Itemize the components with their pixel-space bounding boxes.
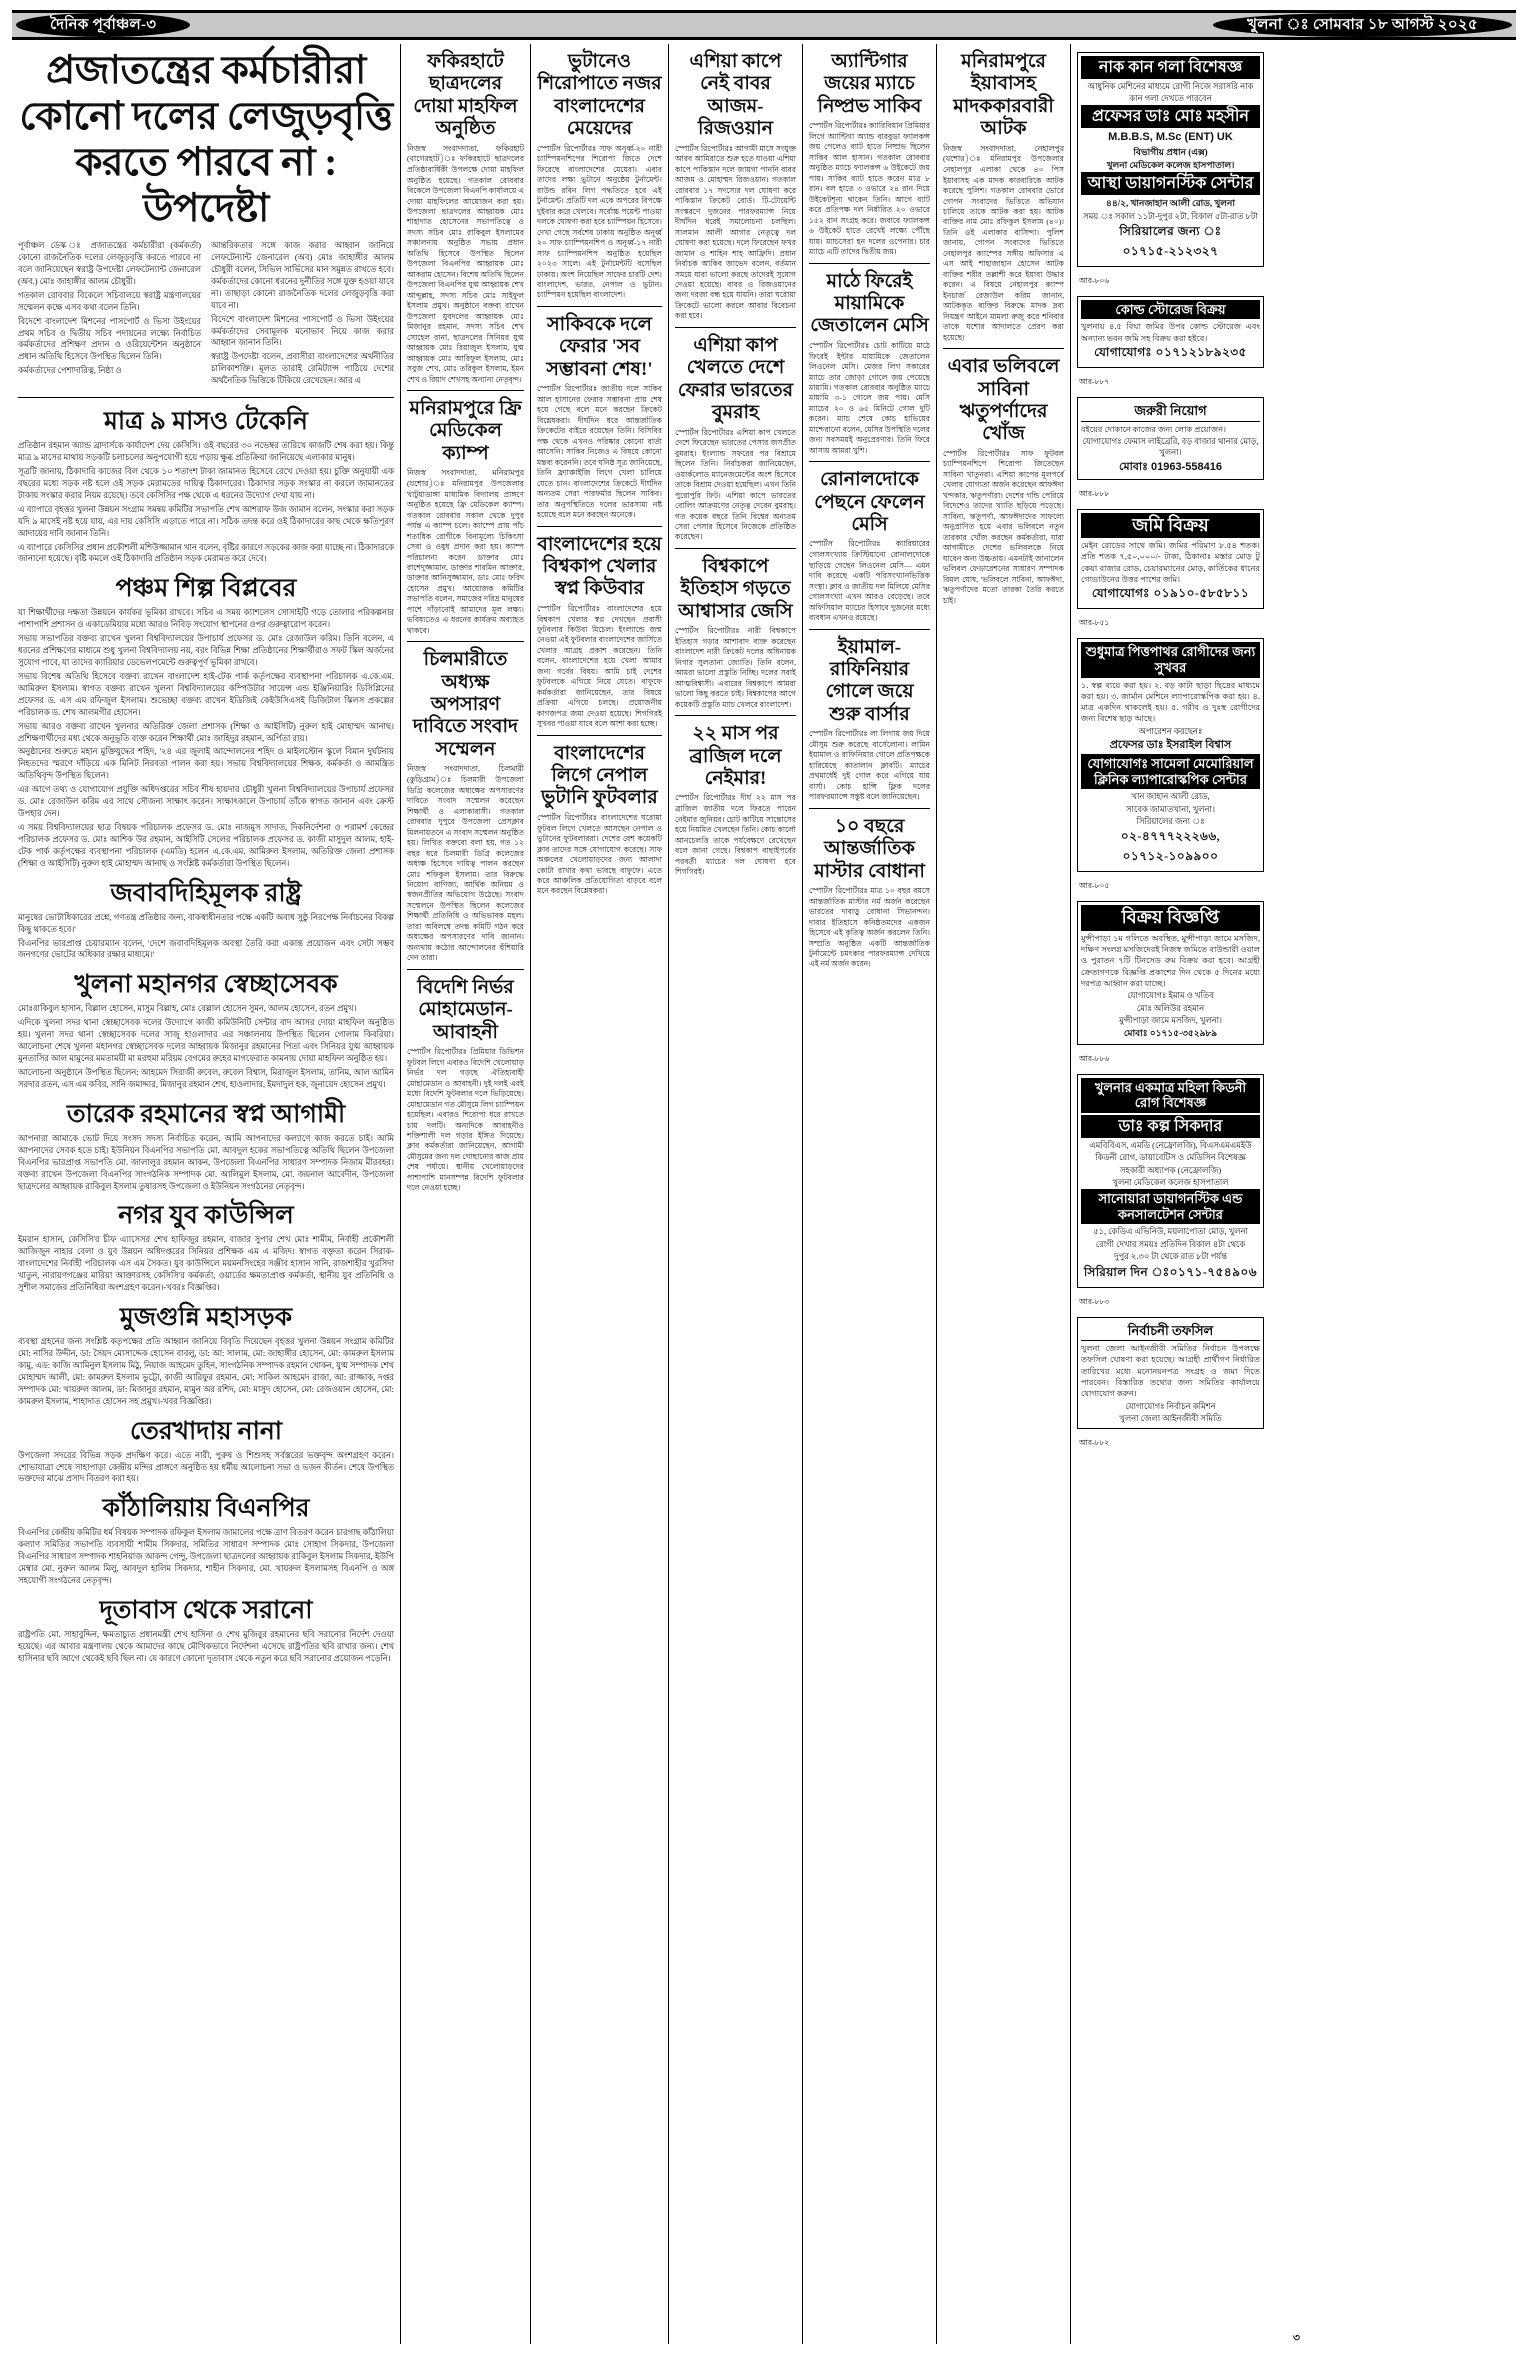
story-body: [943, 144, 1064, 343]
story-heading: তারেক রহমানের স্বপ্ন আগামী: [66, 1100, 346, 1128]
paragraph: মনিরামপুর উপজেলার খাটুয়াডাঙ্গা মাধ্যমিক বিদ্যালয় প্রাঙ্গণে অনুষ্ঠিত হয়েছে ফ্রি মেডিকেল ক্যাম্প। গতকাল রোববার সকাল থেকে দুপুর পর্যন্ত এ ক্যাম্প চলে। ক্যাম্পে প্রায় পাঁচ শতাধিক রোগীকে বিনামূল্যে চিকিৎসা সেবা ও ওষুধ প্রদান করা হয়। ক্যাম্প পরিচালনা করেন ডাক্তার মোঃ রাশেদুজ্জামান, ডাক্তার শারমিন আক্তার, ডাক্তার আনিসুজ্জামান, ডাঃ মোঃ ফরিদ হোসেন প্রমুখ। আয়োজক কমিটির সভাপতি বলেন, সমাজের দরিদ্র মানুষের পাশে দাঁড়ানোই আমাদের মূল লক্ষ্য। ভবিষ্যতেও এ ধরনের কার্যক্রম অব্যাহত থাকবে।: [407, 478, 524, 635]
column-3: [530, 44, 668, 2344]
divider: [407, 390, 524, 391]
story-heading: নগর যুব কাউন্সিল: [118, 1202, 294, 1230]
story-body: [18, 1336, 394, 1408]
ad-address: ৪৪/২, খানজাহান আলী রোড, খুলনা: [1105, 198, 1235, 209]
story-body: [18, 1003, 394, 1090]
paragraph: গতকাল রোববার বিকেলে সচিবালয়ে স্বরাষ্ট্র মন্ত্রণালয়ের সম্মেলন কক্ষে এসব কথা বলেন তিনি।: [18, 290, 201, 312]
ad-urgent-hiring[interactable]: [1077, 397, 1264, 479]
paragraph: ব্যবস্থা গ্রহনের জন্য সংশ্লিষ্ট কতৃপক্ষের প্রতি আহ্বান জানিয়ে বিবৃতি দিয়েছেন বৃহত্তর খুলনা উন্নয়ন সংগ্রাম কমিটির মো: নাসির উদ্দীন, ডা: সৈয়দ মোসাদ্দেক হোসেন বাবলু, ডা: আ: সালাম, মো: জাহাঙ্গীর হোসেন, মো: কামরুল ইসলাম কামু, এড: কাজি আমিনুল ইসলাম মিঠু, নিয়াজ আহমেদ তুহিন, সাংগঠনিক সম্পাদক রহমান খোকন, যুগ্ম সম্পাদক শেখ মোহাম্মদ আলী, মো: কামরুল ইসলাম ভুট্টো, কাজী আরিফুর রহমান, মো: সাকিল আহমেদ রাজা, আ: রাজ্জাক, দপ্তর সম্পাদক মো: খায়রুল আলম, ডা: মিজানুর রহমান, মামুন অর রশিদ, মো: মাসুদ হোসেন, মো: রেজওয়ান হোসেন, মো: কামরুল ইসলাম, শাহাদাত হোসেন সহ প্রমুখ।-খবর বিজ্ঞপ্তির।: [18, 1337, 394, 1406]
column-5: [802, 44, 936, 2344]
byline: স্পোর্টস রিপোর্টারঃ: [675, 793, 736, 803]
ad-degree: M.B.B.S, M.Sc (ENT) UK: [1108, 131, 1233, 144]
paragraph: বিএনপির কেন্দ্রীয় কমিটির ধর্ম বিষয়ক সম্পাদক রফিকুল ইসলাম জামালের পক্ষে ত্রাণ বিতরণ করেন চারগাছ কাঁঠালিয়া কল্যাণ সমিতির সভাপতি ব্যবসায়ী শামীম সিকদার, সমিতির সাধারণ সম্পাদক মোঃ সোহাগ সিকদার, উপজেলা বিএনপির সাধারণ সম্পাদক শাহনিয়াজ আকন্দ গেন্দু, উপজেলা ছাত্রদলের আহ্বায়ক রাকিবুল ইসলাম সিকদার, ইউপি মেম্বার মো. নুরুল আলম মিলু, আবদুল হালিম সিকদার, শাহীন সিকদার, মো. খায়রুল ইসলামসহ বিএনপি ও অঙ্গ সহযোগী সংগঠনের নেতৃবৃন্দ।: [18, 1528, 394, 1586]
paragraph: এ ব্যাপারে কেসিসির প্রধান প্রকৌশলী মশিউজ্জামান খান বলেন, বৃষ্টির কারণে সড়কের কাজ করা যাচ্ছে না। ঠিকাদারকে জানানো হয়েছে। বৃষ্টি কমলে ওই ঠিকাদারি প্রতিষ্ঠান সড়ক মেরামত করে দেবে।: [18, 542, 394, 564]
story-body: [537, 813, 662, 897]
story-body: [407, 764, 524, 963]
ad-contact-place: মুন্সীপাড়া জামে মসজিদ, খুলনা।: [1118, 1016, 1223, 1026]
ad-ref: আর-৮০৬: [1079, 275, 1110, 285]
story-heading: বাংলাদেশের হয়ে বিশ্বকাপ খেলার স্বপ্ন কিউবার: [537, 533, 662, 600]
divider: [809, 629, 930, 630]
story-body: [675, 793, 796, 877]
paragraph: এ সময় বিশ্ববিদ্যালয়ের ছাত্র বিষয়ক পরিচালক প্রফেসর ড. মোঃ নাজমুস সাদাত, দিকনির্দেশনা ও পরামর্শ কেন্দ্রের পরিচালক প্রফেসর ড. মোঃ আশিক উর রহমান, আইসিটি সেলের পরিচালক প্রফেসর ড. কাজী মাসুদুল আলম, হাই-টেক পার্ক কর্তৃপক্ষের ব্যবস্থাপনা পরিচালক (এমডি) হলেন এ.কে.এম. আমিরুল ইসলাম, অতিরিক্ত জেলা প্রশাসক (শিক্ষা ও আইসিটি) নুরুল হাই মোহাম্মদ আনাছ ও সংশ্লিষ্ট কর্মকর্তারা উপস্থিত ছিলেন।: [18, 823, 394, 868]
ad-contact-name: মোঃ অলিউর রহমান: [1136, 1003, 1205, 1013]
ad-title-bar: জমি বিক্রয়: [1081, 513, 1260, 539]
paragraph: মনিরামপুর উপজেলার নেহালপুর এলাকা থেকে ৪০ পিস ইয়াবাসহ এক মাদক কারবারিকে আটক করেছে পুলিশ। গতকাল রোববার ভোরে গোপন সংবাদের ভিত্তিতে অভিযান চালিয়ে তাকে আটক করা হয়। আটক ব্যক্তির নাম মোঃ রফিকুল ইসলাম (৪০)। তিনি ওই এলাকার বাসিন্দা। পুলিশ জানায়, গোপন সংবাদের ভিত্তিতে নেহালপুর ক্যাম্পের সঙ্গীয় অফিসার এ এস আই শাহাজাহান হোসেন আটক ব্যক্তির শরীর তল্লাশী করে ইয়াবা উদ্ধার করেন। এ বিষয়ে নেহালপুর ক্যাম্প ইনচার্জ রেজাউল করিম জানান, আটককৃত ব্যক্তির বিরুদ্ধে মাদক দ্রব্য নিয়ন্ত্রণ আইনে মামলা রুজু করে শনিবার তাকে যশোর আদালতে প্রেরণ করা হয়েছে।: [943, 154, 1064, 342]
paragraph: পূর্বাঞ্চল ডেস্ক ঃ প্রজাতন্ত্রের কর্মচারীরা (কর্মকর্তা) কোনো রাজনৈতিক দলের লেজুড়বৃত্তি করতে পারবে না বলে জানিয়েছেন স্বরাষ্ট্র উপদেষ্টা লেফটেন্যান্ট জেনারেল (অব.) মোঃ জাহাঙ্গীর আলম চৌধুরী।: [18, 241, 201, 286]
ad-ref: আর-৮৮৬: [1079, 1053, 1110, 1063]
ad-phone[interactable]: যোগাযোগঃ ০১৯১০-৫৮৫৮১১: [1091, 586, 1250, 601]
ad-doctor-bar: প্রফেসর ডাঃ মোঃ মহসীন: [1081, 105, 1260, 128]
masthead-date-right: খুলনা ঃ সোমবার ১৮ আগস্ট ২০২৫: [1213, 13, 1512, 37]
ad-contact: যোগাযোগঃ ফেমাস লাইব্রেরি, বড় বাজার থানার মোড়, খুলনা।: [1082, 436, 1259, 458]
story-body: [809, 729, 930, 803]
divider: [675, 548, 796, 549]
ad-specialty: কিডনী রোগ, ডায়াবেটিস ও মেডিসিন বিশেষজ্ঞ: [1095, 1153, 1246, 1163]
ad-phone[interactable]: মোবাঃ ০১৭১৫-৩৫২৯৮৯: [1123, 1028, 1218, 1039]
ad-ref: আর-৮৮৮: [1079, 488, 1110, 498]
paragraph: এশিয়া কাপ খেলতে দেশে ফিরেছেন ভারতের পেসার জসপ্রীত বুমরাহ। ইংল্যান্ড সফরের পর বিশ্রামে ছিলেন তিনি। নির্বাচকরা জানিয়েছেন, ওয়ার্কলোড ম্যানেজমেন্টের অংশ হিসেবে তাকে বিশ্রাম দেওয়া হয়েছিল। এখন তিনি পুরোপুরি ফিট। এশিয়া কাপে ভারতের বোলিং আক্রমণের নেতৃত্ব দেবেন বুমরাহ। গত কয়েক বছরে তিনি বিশ্বের অন্যতম সেরা পেসার হিসেবে নিজেকে প্রতিষ্ঠিত করেছেন।: [675, 427, 796, 542]
story-body: [18, 1234, 394, 1294]
paragraph: প্রিমিয়ার ডিভিশন ফুটবল লিগে এবারও বিদেশি খেলোয়াড় নির্ভর দল গড়ছে ঐতিহ্যবাহী মোহামেডান ও আবাহনী। দুই দলই এরই মধ্যে বিদেশি ফুটবলার দলে ভিড়িয়েছে। মোহামেডান গত মৌসুমে লিগ চ্যাম্পিয়ন হয়েছিল। এবারও শিরোপা ধরে রাখতে চায় দলটি। অন্যদিকে আবাহনীও শক্তিশালী দল গড়ার ইঙ্গিত দিয়েছে। ক্লাব কর্মকর্তারা জানিয়েছেন, আগামী মৌসুমের জন্য দল গোছানোর কাজ প্রায় শেষ পর্যায়ে। স্থানীয় খেলোয়াড়দের পাশাপাশি মানসম্পন্ন বিদেশি ফুটবলার দলে নেওয়া হচ্ছে।: [407, 1046, 524, 1193]
story-heading: কাঁঠালিয়ায় বিএনপির: [102, 1495, 310, 1523]
ad-contact-1: যোগাযোগঃ নির্বাচন কমিশন: [1125, 1401, 1216, 1411]
ad-body: খুলনায় ৪.৫ বিঘা জমির উপর কোল্ড স্টোরেজ এবং অন্যান্য ভবন জমি সহ বিক্রয় করা হইবে।: [1081, 322, 1260, 343]
ad-doctor: প্রফেসর ডাঃ ইসরাইল বিশ্বাস: [1109, 739, 1232, 752]
ad-center-bar: সানোয়ারা ডায়াগনস্টিক এন্ড কনসালটেশন সেন্টার: [1081, 1189, 1260, 1224]
ad-position: সহকারী অধ্যাপক (নেফ্রোলজি): [1119, 1165, 1222, 1175]
paragraph: সাফ ফুটবল চ্যাম্পিয়নশিপে শিরোপা জিতেছেন সাবিনা খাতুনরা। এশিয়া কাপের মূলপর্বে খেলার যোগ্যতা অর্জন করেছেন আফঈদা খন্দকার, ঋতুপর্ণারা। দেশের গন্ডি পেরিয়ে বিদেশেও তাদের খ্যাতি ছড়িয়ে পড়েছে। সাবিনা, ঋতুপর্ণা, আফঈদাদের সাফল্যে অনুপ্রাণিত হয়ে এবার ভলিবলে নতুন তারকার খোঁজ করছেন কর্মকর্তারা, যারা আগামীতে দেশের ভলিবলকে নিয়ে যাবেন অন্য উচ্চতায়। এমনটাই জানালেন ভলিবল ফেডারেশনের সাধারণ সম্পাদক বিমল ঘোষ, 'ভলিবলে সাবিনা, আফঈদা, ঋতুপর্ণাদের মতো তারকা তৈরি করতে চাই।: [943, 448, 1064, 605]
paragraph: প্রতিষ্ঠান রহমান অ্যান্ড ব্রাদার্সকে কার্যাদেশ দেয় কেসিসি। ওই বছরের ৩০ নভেম্বর তারিখে কাজটি শেষ করা হয়। কিন্তু মাত্র ৯ মাসের মাথায় সড়কটি চলাচলের অনুপযোগী হয়ে পড়ায় ক্ষুব্ধ প্রতিক্রিয়া জানিয়েছে এলাকার মানুষ।: [18, 441, 394, 463]
byline: স্পোর্টস রিপোর্টারঃ: [809, 885, 868, 895]
paragraph: সূত্রটি জানায়, ঠিকাদারি কাজের বিল থেকে ১০ শতাংশ টাকা জামানত হিসেবে রেখে দেওয়া হয়। চুক্তি অনুযায়ী এক বছরের মধ্যে সড়ক নষ্ট হলে ওই সড়ক মেরামতের দায়িত্ব ঠিকাদারের। ঠিকাদার সড়ক সংস্কার না করলে জামানতের টাকায় সংস্কার করার নিয়ম রয়েছে। তবে কেসিসির পক্ষ থেকে এ ধরনের উদ্যোগ দেখা যায় না।: [18, 466, 394, 500]
story-heading: চিলমারীতে অধ্যক্ষ অপসারণ দাবিতে সংবাদ সম্মেলন: [413, 649, 518, 760]
story-heading: ভুটানেও শিরোপাতে নজর বাংলাদেশের মেয়েদের: [537, 51, 662, 140]
byline: স্পোর্টস রিপোর্টারঃ: [943, 448, 1010, 458]
story-heading: অ্যান্টিগার জয়ের ম্যাচে নিষ্প্রভ সাকিব: [817, 51, 922, 117]
paragraph: লা লিগায় জয় দিয়ে মৌসুম শুরু করেছে বার্সেলোনা। লামিন ইয়ামাল ও রাফিনিয়ার গোলে প্রতিপক্ষকে হারিয়েছে কাতালান ক্লাবটি। ম্যাচের প্রথমার্ধেই দুই গোল করে এগিয়ে যায় বার্সা। কোচ হান্সি ফ্লিক দলের পারফরম্যান্সে সন্তুষ্ট বলে জানিয়েছেন।: [809, 729, 930, 802]
paragraph: বিদেশে বাংলাদেশ মিশনের পাসপোর্ট ও ভিসা উইংয়ের কর্মকর্তাদের সেবামূলক মনোভাব নিয়ে কাজ করার আহ্বান জানান তিনি।: [211, 314, 394, 348]
paragraph: আগামী মাসে সংযুক্ত আরব আমিরাতে শুরু হতে যাওয়া এশিয়া কাপে পাকিস্তান দলে জায়গা পাননি বাবর আজম ও মোহাম্মদ রিজওয়ান। গতকাল রোববার ১৭ সদস্যের দল ঘোষণা করে পাকিস্তান ক্রিকেট বোর্ড। টি-টোয়েন্টি সংস্করণে দুজনের পারফরম্যান্স নিয়ে দীর্ঘদিন ধরেই সমালোচনা চলছিল। সালমান আলী আগার নেতৃত্বে দল ঘোষণা করা হয়েছে। দলে ফিরেছেন ফখর জামান ও শাহিন শাহ আফ্রিদি। প্রধান নির্বাচক আকিব জাভেদ বলেন, বর্তমান সময়ে যারা ভালো করছে তাদেরই সুযোগ দেওয়া হয়েছে। বাবর ও রিজওয়ানের জন্য দরজা বন্ধ হয়ে যায়নি। তারা ঘরোয়া ক্রিকেটে ভালো করলে আবার বিবেচনা করা হবে।: [675, 143, 796, 321]
byline: স্পোর্টস রিপোর্টারঃ: [809, 729, 868, 739]
ad-contact-2: খুলনা জেলা আইনজীবী সমিতি: [1119, 1414, 1222, 1423]
ad-hours-2: দুপুর ২.৩০ টা থেকে রাত ৮টা পর্যন্ত: [1114, 1252, 1227, 1262]
paragraph: সভায় সভাপতির বক্তব্য রাখেন খুলনা বিশ্ববিদ্যালয়ের উপাচার্য প্রফেসর ড. মোঃ রেজাউল করিম। তিনি বলেন, এ ধরনের প্রশিক্ষণের মাধ্যমে শুধু খুলনা বিশ্ববিদ্যালয় নয়, বরং বিভিন্ন শিক্ষা প্রতিষ্ঠানের শিক্ষার্থীরাও সফট স্কিল অর্জনের সুযোগ পাবে, যা তাদের ক্যারিয়ার ডেভেলপমেন্টে গুরুত্বপূর্ণ ভূমিকা রাখবে।: [18, 634, 394, 668]
story-body: [809, 341, 930, 456]
ad-degree: এমবিবিএস, এমডি (নেফ্রোলজি), বিএসএমএমইউ: [1089, 1140, 1252, 1150]
masthead: [12, 10, 1516, 40]
paragraph: স্বরাষ্ট্র উপদেষ্টা বলেন, প্রবাসীরা বাংলাদেশের অর্থনীতির চালিকাশক্তি। মূলত তারাই রেমিট্যান্স পাঠিয়ে দেশের অর্থনৈতিক ভিত্তিকে টিকিয়ে রেখেছেন। আর এ: [211, 352, 394, 386]
byline: নিজস্ব সংবাদদাতা, নেহালপুর (যশোর)ঃ: [943, 143, 1064, 164]
byline: স্পোর্টস রিপোর্টারঃ: [675, 143, 733, 153]
ad-body: মুন্সীপাড়া ১ম গলিতে অবস্থিত, মুন্সীপাড়া জামে মসজিদ, দক্ষিণ সংলগ্ন মসজিদেরই নিজস্ব জমিতে বাউন্ডারী ওয়াল ও পুরাতন ৭টি টিনসেড রুম বিক্রয় করা হবে। আগ্রহী ক্রেতাগণকে বিজ্ঞপ্তি প্রকাশের দিন থেকে ৫ দিনের মধ্যে দরপত্র আহ্বান করা যাচ্ছে।: [1081, 933, 1260, 989]
ad-position: বিভাগীয় প্রধান (এক্স): [1133, 146, 1208, 157]
ad-body: মেইন রোডের সাথে জমি। জমির পরিমাণ ৮.৫৪ শতক। প্রতি শতক ৭,৫০,০০০/- টাকা, ঠিকানাঃ মস্তার মোড় টু কেয়া বাজার রোড, চেয়ারম্যানের মোড়, কার্তিকের ধানের গোডাউনের উত্তর পাশের জমি।: [1081, 541, 1260, 585]
ad-ref: আর-৮৮৭: [1079, 377, 1110, 387]
paragraph: কর্মকর্তাদের পেশাদারিত্ব, নিষ্ঠা ও: [18, 366, 122, 376]
ad-phone[interactable]: ০২-৪৭৭৭২২২৬৬, ০১৭১২-১০৯৯০০: [1120, 829, 1221, 864]
paragraph: জাতীয় দলে সাকিব আল হাসানের ফেরার সম্ভাবনা প্রায় শেষ হয়ে গেছে বলে মনে করছেন ক্রিকেট বিশ্লেষকরা। দীর্ঘদিন ধরে আন্তর্জাতিক ক্রিকেটের বাইরে রয়েছেন তিনি। বিসিবির পক্ষ থেকে এখনও পরিষ্কার কোনো বার্তা আসেনি। সাকিব নিজেও এ বিষয়ে কোনো মন্তব্য করেননি। তবে ঘনিষ্ঠ সূত্র জানিয়েছে, তিনি ফ্র্যাঞ্চাইজি লিগে খেলা চালিয়ে যেতে চান। বাংলাদেশের ক্রিকেটে দীর্ঘদিন অন্যতম সেরা পারফর্মার ছিলেন সাকিব। তার অনুপস্থিতিতে দলের ভারসাম্য নষ্ট হয়েছে বলে মনে করছেন অনেকে।: [537, 384, 662, 520]
paragraph: উপজেলা সদরের বিভিন্ন সড়ক প্রদক্ষিণ করে। এতে নারী, পুরুষ ও শিশুসহ সর্বস্তরের ভক্তবৃন্দ অংশগ্রহণ করেন। শোভাযাত্রা শেষে সাহাপাড়া কেন্দ্রীয় মন্দির প্রাঙ্গণে অনুষ্ঠিত হয় ধর্মীয় আলোচনা সভা ও ভজন কীর্তন। শেষে উপস্থিত ভক্তদের মাঝে প্রসাদ বিতরণ করা হয়।: [18, 1450, 394, 1484]
divider: [809, 808, 930, 809]
ad-body: ১. স্বল্প ব্যয়ে করা হয়। ২. বড় কাটা ছাড়া ছিদ্রের মাধ্যমে করা হয়। ৩. জার্মান মেশিনে ল্যাপারোস্কপিক করা হয়। ৪. মাত্র একদিন থাকলেই হয়। ৫. গরীব ও দুঃস্থ রোগীদের জন্য বিশেষ ছাড় আছে।: [1081, 680, 1260, 724]
ad-address: ৫১, কেডিএ এভিনিউ, ময়লাপোতা মোড়, খুলনা: [1093, 1227, 1248, 1237]
ad-phone[interactable]: সিরিয়াল দিন ঃ০১৭১-৭৫৪৯০৬: [1083, 1264, 1258, 1279]
paragraph: বাংলাদেশের ঘরোয়া ফুটবল লিগে খেলতে আসছেন নেপাল ও ভুটানের ফুটবলাররা। দেশের বেশ কয়েকটি ক্লাব তাদের সঙ্গে যোগাযোগ করেছে। সাফ অঞ্চলের খেলোয়াড়দের জন্য আলাদা কোটা রাখার কথা ভাবছে বাফুফে। এতে করে আঞ্চলিক প্রতিযোগিতা বাড়বে বলে মনে করছেন বিশ্লেষকরা।: [537, 812, 662, 896]
ad-hours: সময় ঃ সকাল ১১টা-দুপুর ২টা, বিকাল ৫টা-রাত ৮টা: [1083, 211, 1258, 221]
paragraph: অনুষ্ঠানের শুরুতে মহান মুক্তিযুদ্ধের শহিদ, '২৪ এর জুলাই আন্দোলনের শহিদ ও মাইলস্টোন স্কুলে বিমান দুর্ঘটনায় নিহতদের স্মরণে দাঁড়িয়ে এক মিনিট নিরবতা পালন করা হয়। সভায় বিশ্ববিদ্যালয়ের শিক্ষক, কর্মকর্তা ও আমন্ত্রিত অতিথিবৃন্দ উপস্থিত ছিলেন।: [18, 747, 394, 781]
ad-institution: খুলনা মেডিকেল কলেজ হাসপাতাল: [1112, 1177, 1229, 1187]
story-body: [809, 886, 930, 970]
paragraph: আপনারা আমাকে ভোট দিয়ে সংসদ সদস্য নির্বাচিত করেন, আমি আপনাদের কল্যাণে কাজ করতে চাই। আমি আপনাদের সেবক হতে চাই। ইউনিয়ন বিএনপির সভাপতি মো. আবদুল হকের সভাপতিত্বে অতিথি ছিলেন উপজেলা বিএনপির ভারপ্রাপ্ত সভাপতি মো. জালালুর রহমান আকন, উপজেলা বিএনপির সাধারণ সম্পাদক নিজাম মীরবহর। বক্তব্য রাখেন উপজেলা বিএনপির সাংগঠনিক সম্পাদক মো. আলিমুল ইসলাম, মো. জয়নাল আবেদীন, উপজেলা ছাত্রদলের আহ্বায়ক রাকিবুল ইসলাম তুষারসহ উপজেলা ও ইউনিয়ন সংগঠনের নেতৃবৃন্দ।: [18, 1133, 394, 1191]
lead-col-1: [18, 240, 201, 389]
story-heading: পঞ্চম শিল্প বিপ্লবের: [115, 575, 297, 603]
paragraph: এর আগে তথ্য ও যোগাযোগ প্রযুক্তি অধিদপ্তরের সচিব শীষ হায়দার চৌধুরী খুলনা বিশ্ববিদ্যালয়ের উপাচার্য প্রফেসর ড. মোঃ রেজাউল করিম এর সাথে সৌজন্য সাক্ষাৎ করেন। সাক্ষাৎকালে উপাচার্য তাঁকে স্বাগত জানান এবং ক্রেস্ট উপহার দেন।: [18, 785, 394, 819]
story-body: [809, 539, 930, 623]
ad-cold-storage[interactable]: [1077, 296, 1264, 368]
story-heading: মাত্র ৯ মাসও টেকেনি: [104, 408, 308, 436]
byline: স্পোর্টস রিপোর্টারঃ: [675, 427, 734, 437]
divider: [537, 735, 662, 736]
paragraph: সভায় বিশেষ অতিথি হিসেবে বক্তব্য রাখেন বাংলাদেশ হাই-টেক পার্ক কর্তৃপক্ষের ব্যবস্থাপনা পরিচালক এ.কে.এম. আমিরুল ইসলাম। স্বাগত বক্তব্য রাখেন খুলনা বিশ্ববিদ্যালয়ের কম্পিউটার সায়েন্স এন্ড ইঞ্জিনিয়ারিং ডিসিপ্লিনের প্রফেসর ড. এস এম রফিজুল ইসলাম। শুভেচ্ছা বক্তব্য রাখেন ইডিজিই কেইউসিএসই ডিজিটাল স্কিলস প্রকল্পের পরিচালক ড. শেখ আলমগীর হোসেন।: [18, 671, 394, 717]
paragraph: চোট কাটিয়ে মাঠে ফিরেই ইন্টার মায়ামিকে জেতালেন লিওনেল মেসি। মেজর লিগ সকারের ম্যাচে তার জোড়া গোলে জয় পেয়েছে মায়ামি। গতকাল রোববার অনুষ্ঠিত ম্যাচে মায়ামি ৩-১ গোলে জয় পায়। মেসি ম্যাচের ২০ ও ৬৫ মিনিটে গোল দুটি করেন। ম্যাচ শেষে কোচ হাভিয়ের মাশ্চেরানো বলেন, মেসির উপস্থিতি দলের জন্য সবসময়ই অনুপ্রেরণার। তিনি ফিরে আসায় আমরা খুশি।: [809, 340, 930, 455]
divider: [675, 327, 796, 328]
divider: [809, 263, 930, 264]
paragraph: বাংলাদেশের হয়ে বিশ্বকাপ খেলার স্বপ্ন দেখছেন প্রবাসী ফুটবলার কিউবা মিচেল। ইংল্যান্ডে জন্ম নেওয়া এই ফুটবলার বাংলাদেশের জার্সিতে খেলার আগ্রহ প্রকাশ করেছেন। তিনি বলেন, বাংলাদেশের হয়ে খেলা আমার জন্য গর্বের বিষয়। আমি চাই দেশের ফুটবলকে এগিয়ে নিয়ে যেতে। বাফুফে কর্মকর্তারা জানিয়েছেন, তার বিষয়ে প্রক্রিয়া এগিয়ে চলছে। প্রয়োজনীয় কাগজপত্র জমা দেওয়া হয়েছে। শিগগিরই সুখবর পাওয়া যাবে বলে আশা করা হচ্ছে।: [537, 603, 662, 729]
story-heading: এশিয়া কাপে নেই বাবর আজম-রিজওয়ান: [689, 51, 782, 140]
ad-title: জরুরী নিয়োগ: [1081, 401, 1260, 422]
story-heading: জবাবদিহিমূলক রাষ্ট্র: [110, 879, 302, 907]
story-body: [18, 1133, 394, 1193]
divider: [675, 715, 796, 716]
column-main: [12, 44, 400, 2344]
story-heading: বাংলাদেশের লিগে নেপাল ভুটানি ফুটবলার: [541, 742, 658, 809]
ad-election-schedule[interactable]: [1077, 1317, 1264, 1430]
byline: স্পোর্টস রিপোর্টারঃ: [809, 121, 868, 131]
byline: স্পোর্টস রিপোর্টারঃ: [537, 143, 597, 153]
ad-title-bar: নাক কান গলা বিশেষজ্ঞ: [1081, 56, 1260, 79]
story-body: [18, 440, 394, 565]
story-body: [675, 144, 796, 322]
ad-kidney-specialist[interactable]: [1077, 1074, 1264, 1288]
ad-address-1: খান জাহান আলী রোড,: [1131, 792, 1210, 802]
paragraph: মোঃরাকিবুল হাসান, বিল্লাল হোসেন, মাসুম বিল্লাহ, মোঃ বেল্লাল হোসেন সুমন, আলম হোসেন, রতন প্রমুখ।: [18, 1004, 357, 1014]
paragraph: রাষ্ট্রপতি মো. সাহাবুদ্দিন, ক্ষমতাচ্যুত প্রধানমন্ত্রী শেখ হাসিনা ও শেখ মুজিবুর রহমানের ছবি সরানোর নির্দেশ দেওয়া হয়েছে। এর আবার মন্ত্রণালয় থেকে আমাদের কাছে মৌখিকভাবে নির্দেশনা এসেছে রাষ্ট্রপতির ছবি রাখার জন্য। শেখ হাসিনার ছবি আগে থেকেই ছবি ছিল না। যে কারণে কোনো দূতাবাস থেকে নতুন করে ছবি সরানোর প্রয়োজন পড়েনি।: [18, 1629, 394, 1663]
column-4: [668, 44, 802, 2344]
ad-phone[interactable]: মোবাঃ 01963-558416: [1119, 460, 1222, 473]
story-body: [675, 626, 796, 710]
ad-phone[interactable]: সিরিয়ালের জন্য ঃ ০১৭১৫-২১২৩২৭: [1119, 223, 1222, 258]
story-heading: ফকিরহাটে ছাত্রদলের দোয়া মাহফিল অনুষ্ঠিত: [413, 51, 518, 140]
story-body: [537, 144, 662, 301]
paragraph: ফকিরহাটে ছাত্রদলের প্রতিষ্ঠাবার্ষিকী উপলক্ষে দোয়া মাহফিল অনুষ্ঠিত হয়েছে। গতকাল রোববার বিকেলে উপজেলা বিএনপি কার্যালয়ে এ দোয়া মাহফিলের আয়োজন করা হয়। উপজেলা ছাত্রদলের আহ্বায়ক মোঃ শাহাদাত হোসেনের সভাপতিত্বে ও সদস্য সচিব মোঃ রাকিবুল ইসলামের সঞ্চালনায় অনুষ্ঠিত সভায় প্রধান অতিথি হিসেবে উপস্থিত ছিলেন উপজেলা বিএনপির আহ্বায়ক মোঃ আকরাম হোসেন। বিশেষ অতিথি ছিলেন উপজেলা বিএনপির যুগ্ম আহ্বায়ক শেখ আব্দুল্লাহ, সদস্য সচিব মোঃ সাইফুল ইসলাম প্রমুখ। অনুষ্ঠানে বক্তব্য রাখেন উপজেলা যুবদলের আহ্বায়ক মোঃ মিজানুর রহমান, সদস্য সচিব শেখ সোহেল রানা, ছাত্রদলের সিনিয়র যুগ্ম আহ্বায়ক মোঃ রিয়াজুল ইসলাম, যুগ্ম আহ্বায়ক মোঃ আরিফুল ইসলাম, মোঃ সবুজ শেখ, মোঃ তরিকুল ইসলাম, ইমন শেখ ও রিয়াদ শেখসহ অন্যান্য নেতৃবৃন্দ।: [407, 154, 524, 384]
ad-doctor-bar: ডাঃ কল্প সিকদার: [1081, 1115, 1260, 1138]
story-heading: সাকিবকে দলে ফেরার 'সব সম্ভাবনা শেষ!': [546, 313, 653, 380]
paragraph: এদিকে খুলনা সদর থানা স্বেচ্ছাসেবক দলের উদ্যোগে কাজী কমিউনিটি সেন্টার বাদ আসর দোয়া মাহফিল অনুষ্ঠিত হয়। খুলনা সদর থানা স্বেচ্ছাসেবক দলের সাজু হাওলাদার এর সঞ্চালনায় উপস্থিত ছিলেন গোলাম কিবরিয়া। আলোচনা শেষে খুলনা মহানগর স্বেচ্ছাসেবক দলের আহ্বায়ক মিজানুর রহমানের পিতা এবং সিনিয়র যুগ্ম আহ্বায়ক মুনতাসির আল মামুনের মমতাময়ী মা মরহুমা মরিয়ম বেগমের রুহের মাগফেরাত কামনায় দোয়া মাহফিল অনুষ্ঠিত হয়।: [18, 1018, 394, 1064]
story-heading: মুজগুন্নি মহাসড়ক: [119, 1304, 293, 1332]
ad-body: বইয়ের দোকানে কাজের জন্য লোক প্রয়োজন।: [1081, 424, 1227, 434]
paragraph: সভায় আরও বক্তব্য রাখেন খুলনার অতিরিক্ত জেলা প্রশাসক (শিক্ষা ও আইসিটি) নুরুল হাই মোহাম্মদ আনাছ। প্রশিক্ষণার্থীদের মধ্য থেকে অনুভূতি ব্যক্ত করেন শিক্ষার্থী মোঃ জাহিদুর রহমান, অর্পিতা রায়।: [18, 721, 394, 743]
ad-ref: আর-৮৮৩: [1079, 1296, 1110, 1306]
paragraph: ক্যারিবিয়ান প্রিমিয়ার লিগে অ্যান্টিগা অ্যান্ড বারবুডা ফ্যালকন্স জয় পেলেও ব্যাট হাতে নিষ্প্রভ ছিলেন সাকিব আল হাসান। গতকাল রোববার অনুষ্ঠিত ম্যাচে ফ্যালকন্স ৬ উইকেটে জয় পায়। সাকিব ব্যাট হাতে করেন মাত্র ৮ রান। বল হাতে ৩ ওভারে ২৪ রান দিয়ে উইকেটশূন্য থাকেন তিনি। আগে ব্যাট করে প্রতিপক্ষ দল নির্ধারিত ২০ ওভারে ১৫২ রান সংগ্রহ করে। জবাবে ফ্যালকন্স ৬ উইকেট হাতে রেখেই লক্ষ্যে পৌঁছে যায়। ম্যাচসেরা হন দলের ওপেনার। চার ম্যাচে এটি তাদের দ্বিতীয় জয়।: [809, 121, 930, 257]
ad-clinic-bar: যোগাযোগঃ সামেলা মেমোরিয়াল ক্লিনিক ল্যাপারোস্কপিক সেন্টার: [1081, 754, 1260, 789]
story-body: [18, 607, 394, 869]
paragraph: চিলমারী উপজেলা ডিগ্রি কলেজের অধ্যক্ষের অপসারণের দাবিতে সংবাদ সম্মেলন করেছেন শিক্ষার্থী ও এলাকাবাসী। গতকাল রোববার দুপুরে উপজেলা প্রেসক্লাব মিলনায়তনে এ সংবাদ সম্মেলন অনুষ্ঠিত হয়। লিখিত বক্তব্যে বলা হয়, গত ১২ বছর ধরে চিলমারী ডিগ্রি কলেজের অধ্যক্ষ হিসেবে দায়িত্ব পালন করছেন মোঃ শফিকুল ইসলাম। তার বিরুদ্ধে নিয়োগ বাণিজ্য, আর্থিক অনিয়ম ও স্বজনপ্রীতির অভিযোগ উঠেছে। সংবাদ সম্মেলনে উপস্থিত ছিলেন কলেজের শিক্ষার্থী প্রতিনিধি ও অভিভাবক মহল। তারা অবিলম্বে তদন্ত কমিটি গঠন করে অধ্যক্ষের অপসারণের দাবি জানান। অন্যথায় কঠোর আন্দোলনের হুঁশিয়ারি দেন তারা।: [407, 775, 524, 963]
page-number: ৩: [1292, 2332, 1300, 2344]
paragraph: সাফ অনূর্ধ্ব-২০ নারী চ্যাম্পিয়নশিপের শিরোপা জিতে দেশে ফিরেছে বাংলাদেশের মেয়েরা। এবার তাদের লক্ষ্য ভুটানে অনুষ্ঠেয় টুর্নামেন্ট। রাউন্ড রবিন লিগ পদ্ধতিতে হবে এই টুর্নামেন্ট। প্রতিটি দল একে অপরের বিপক্ষে দুইবার করে খেলবে। সর্বোচ্চ পয়েন্ট পাওয়া দলকে ঘোষণা করা হবে চ্যাম্পিয়ন হিসেবে। দেখা গেছে সর্বশেষ ঢাকায় অনুষ্ঠিত অনূর্ধ্ব ২০ সাফ চ্যাম্পিয়নশিপ ও অনূর্ধ্ব-১৭ নারী সাফ চ্যাম্পিয়নশিপ অনুষ্ঠিত হয়েছিল ২০২৩ সালে। এই টুর্নামেন্টটি বসেছিল ঢাকায়। অংশ নিয়েছিল সাফের চারটি দেশ। বাংলাদেশ, ভারত, নেপাল ও ভুটান। চ্যাম্পিয়ন হয়েছিল বাংলাদেশ।: [537, 143, 662, 300]
column-6: [936, 44, 1070, 2344]
masthead-title-left: দৈনিক পূর্বাঞ্চল-৩: [16, 13, 190, 37]
ad-address-2: সাবেক জামাতখানা, খুলনা।: [1126, 804, 1215, 814]
story-heading: ইয়ামাল-রাফিনিয়ার গোলে জয়ে শুরু বার্সার: [825, 636, 914, 725]
divider: [18, 397, 394, 398]
story-heading: দূতাবাস থেকে সরানো: [99, 1596, 313, 1624]
divider: [407, 641, 524, 642]
paragraph: ক্যারিয়ারের গোলসংখ্যায় ক্রিস্টিয়ানো রোনালদোকে ছাড়িয়ে গেছেন লিওনেল মেসি— এমন দাবি করেছে একটি পরিসংখ্যানভিত্তিক সংস্থা। ক্লাব ও জাতীয় দল মিলিয়ে মেসির গোলসংখ্যা এখন আরও বেড়েছে। তবে অফিসিয়াল ম্যাচের হিসাবে দুজনের মধ্যে ব্যবধান এখনও রয়েছে।: [809, 539, 930, 623]
paragraph: এ ব্যাপারে বৃহত্তর খুলনা উন্নয়ন সংগ্রাম সমন্বয় কমিটির সভাপতি শেখ আশরাফ উজ জামান বলেন, সংস্কার করা সড়ক যদি ৯ মাসেই নষ্ট হয়ে যায়, এর দায় কেসিসি এড়াতে পারে না। সঠিক তদন্ত করে ওই ঠিকাদারের কাছ থেকে ক্ষতিপূরণ আদায়ের দাবি জানান তিনি।: [18, 504, 394, 538]
lead-body: [18, 240, 394, 391]
ad-contact-role: যোগাযোগঃ ইমাম ও খতিব: [1127, 991, 1214, 1001]
story-body: [18, 912, 394, 962]
byline: স্পোর্টস রিপোর্টারঃ: [537, 603, 601, 613]
ad-ref: আর-৮০৫: [1079, 881, 1110, 891]
divider: [537, 526, 662, 527]
column-ads: [1070, 44, 1270, 2344]
story-heading: খুলনা মহানগর স্বেচ্ছাসেবক: [74, 971, 338, 999]
story-body: [407, 1047, 524, 1194]
story-heading: বিদেশি নির্ভর মোহামেডান-আবাহনী: [417, 976, 514, 1043]
ad-ref: আর-৮৫১: [1079, 618, 1110, 628]
story-body: [407, 144, 524, 385]
ad-title: নির্বাচনী তফসিল: [1081, 1321, 1260, 1342]
ad-sale-notice[interactable]: [1077, 901, 1264, 1044]
byline: স্পোর্টস রিপোর্টারঃ: [537, 812, 597, 822]
paragraph: আলোচনা অনুষ্ঠানে উপস্থিত ছিলেন: আহমেদ সিরাজী রুবেল, রুবেল বিশ্বাস, মিরাজুল ইসলাম, তানিম, আল আমিন সরদার রতন, এস এম কবির, সানি জমাদ্দার, মিজানুর রহমান শেখ, হাওলাদার, ইমদাদুল হক, জুনায়েদ হোসেন প্রমুখ।: [18, 1068, 394, 1089]
ad-center-bar: আস্থা ডায়াগনস্টিক সেন্টার: [1081, 172, 1260, 195]
divider: [407, 969, 524, 970]
byline: স্পোর্টস রিপোর্টারঃ: [407, 1046, 467, 1056]
byline: স্পোর্টস রিপোর্টারঃ: [537, 384, 597, 394]
story-body: [675, 428, 796, 543]
ad-subtitle: আধুনিক মেশিনের মাধ্যমে রোগী নিজে সরাসরি নাক কান গলা দেখতে পারবেন: [1087, 82, 1254, 103]
story-heading: বিশ্বকাপে ইতিহাস গড়তে আশ্বাসার জেসি: [678, 555, 793, 622]
ad-gallstone-clinic[interactable]: [1077, 638, 1264, 872]
ad-operation-label: অপারেশন করছেনঃ: [1138, 726, 1203, 736]
ad-title-bar: কোল্ড স্টোরেজ বিক্রয়: [1081, 300, 1260, 320]
paragraph: মাত্র ১০ বছর বয়সে আন্তর্জাতিক মাস্টার নর্ম অর্জন করেছেন ভারতের দাবাড়ু বোধানা সিভানন্দন। দাবার ইতিহাসে কনিষ্ঠতমদের একজন হিসেবে এই কৃতিত্ব অর্জন করলেন তিনি। সম্প্রতি অনুষ্ঠিত একটি আন্তর্জাতিক টুর্নামেন্টে চমৎকার পারফরম্যান্স দেখিয়ে এই নর্ম অর্জন করেন।: [809, 885, 930, 969]
paragraph: দীর্ঘ ২২ মাস পর ব্রাজিল জাতীয় দলে ফিরতে পারেন নেইমার জুনিয়র। চোট কাটিয়ে সান্তোসের হয়ে নিয়মিত খেলছেন তিনি। কোচ কার্লো আনচেলত্তি তাকে পর্যবেক্ষণে রেখেছেন বলে জানা গেছে। বিশ্বকাপ বাছাইপর্বের পরবর্তী ম্যাচের দল ঘোষণা হবে শিগগিরই।: [675, 793, 796, 876]
lead-headline: প্রজাতন্ত্রের কর্মচারীরা কোনো দলের লেজুড়বৃত্তি করতে পারবে না : উপদেষ্টা: [19, 49, 393, 231]
ad-hours-1: রোগী দেখার সময়ঃ প্রতিদিন বিকাল ৪টা থেকে: [1095, 1239, 1246, 1249]
ad-ref: আর-৮৮২: [1079, 1438, 1110, 1448]
ad-institution: খুলনা মেডিকেল কলেজ হাসপাতাল।: [1106, 160, 1235, 171]
byline: নিজস্ব সংবাদদাতা, চিলমারী (কুড়িগ্রাম)ঃ: [407, 764, 524, 785]
byline: স্পোর্টস রিপোর্টারঃ: [675, 626, 740, 636]
story-heading: মাঠে ফিরেই মায়ামিকে জেতালেন মেসি: [810, 270, 929, 337]
byline: স্পোর্টস রিপোর্টারঃ: [809, 340, 870, 350]
story-heading: ১০ বছরে আন্তর্জাতিক মাস্টার বোধানা: [814, 815, 925, 882]
byline: নিজস্ব সংবাদদাতা, ফকিরহাট (বাগেরহাট)ঃ: [407, 143, 524, 164]
ad-title-bar: খুলনার একমাত্র মহিলা কিডনী রোগ বিশেষজ্ঞ: [1081, 1078, 1260, 1113]
story-body: [18, 1527, 394, 1587]
story-heading: এবার ভলিবলে সাবিনা ঋতুপর্ণাদের খোঁজ: [947, 356, 1060, 445]
story-heading: তেরখাদায় নানা: [129, 1417, 283, 1445]
ad-body: খুলনা জেলা আইনজীবী সমিতির নির্বাচন উপলক্ষে তফসিল ঘোষণা করা হয়েছে। আগ্রহী প্রার্থীগণ নির্ধারিত তারিখের মধ্যে মনোনয়নপত্র সংগ্রহ ও জমা দিতে পারবেন। বিস্তারিত তথ্যের জন্য সমিতির কার্যালয়ে যোগাযোগ করুন।: [1081, 1344, 1260, 1399]
story-body: [18, 1450, 394, 1486]
ad-ent-specialist[interactable]: [1077, 52, 1264, 267]
ad-title-bar: বিক্রয় বিজ্ঞপ্তি: [1081, 905, 1260, 931]
story-body: [537, 604, 662, 730]
story-heading: মনিরামপুরে ফ্রি মেডিকেল ক্যাম্প: [409, 397, 522, 464]
byline: স্পোর্টস রিপোর্টারঃ: [809, 539, 881, 549]
story-body: [18, 1629, 394, 1665]
divider: [943, 348, 1064, 349]
story-body: [537, 384, 662, 520]
lead-col-2: [211, 240, 394, 389]
byline: নিজস্ব সংবাদদাতা, মনিরামপুর (যশোর)ঃ: [407, 468, 524, 488]
page-grid: [12, 44, 1516, 2344]
divider: [537, 306, 662, 307]
paragraph: যা শিক্ষার্থীদের দক্ষতা উন্নয়নে কার্যকর ভূমিকা রাখবে। সচিব এ সময় ক্যাশলেস সোসাইটি গড়ে তোলার পরিকল্পনার পাশাপাশি প্রশাসন ও একাডেমিয়ার মধ্যে আরও নিবিড় সংযোগ স্থাপনের ওপর গুরুত্বারোপ করেন।: [18, 608, 394, 630]
story-heading: এশিয়া কাপ খেলতে দেশে ফেরার ভারতের বুমরাহ: [677, 334, 794, 424]
story-body: [407, 468, 524, 636]
story-body: [943, 449, 1064, 606]
ad-phone[interactable]: যোগাযোগঃ ০১৭১২১৮৯২৩৫: [1094, 345, 1247, 360]
story-body: [809, 121, 930, 257]
divider: [809, 461, 930, 462]
ad-title-bar: শুধুমাত্র পিত্তপাথর রোগীদের জন্য সুখবর: [1081, 642, 1260, 677]
paragraph: নারী বিশ্বকাপে ইতিহাস গড়ার আশাবাদ ব্যক্ত করেছেন বাংলাদেশ নারী ক্রিকেট দলের অধিনায়ক নিগার সুলতানা জ্যোতি। তিনি বলেন, আমরা ভালো প্রস্তুতি নিচ্ছি। দলের সবাই আত্মবিশ্বাসী। এবারের বিশ্বকাপে আমরা ভালো কিছু করতে চাই। বিশ্বকাপের আগে কয়েকটি প্রস্তুতি ম্যাচ খেলবে বাংলাদেশ।: [675, 626, 796, 709]
ad-land-sale[interactable]: [1077, 509, 1264, 610]
paragraph: ইমরান হাসান, কেসিসি'র চীফ এ্যাসেসর শেখ হাফিজুর রহমান, বাজার সুপার শেখ মোঃ শামীম, নির্বাহী প্রকৌশলী আজিজুন নাহার বেলা ও যুব উন্নয়ন অধিদপ্তরের সিনিয়র প্রশিক্ষক এম এ মজিদ। স্বাগত বক্তৃতা করেন সিরাক-বাংলাদেশের নির্বাহী পরিচালক এস এম সৈকত। যুব কাউন্সিলে ময়মনসিংহের সঞ্জীব হাসান সানি, রাজশাহীর খুরসিদা খাতুন, নারায়ণগঞ্জের মারিয়া আক্তারসহ কেসিসি'র কর্মকর্তা, ওয়ার্ডের ক্ষমতাপ্রাপ্ত কর্মকর্তা, স্থানীয় যুব প্রতিনিধি ও সুশীল সমাজের প্রতিনিধিরা অংশগ্রহণ করেন।-খবরঃ বিজ্ঞপ্তির।: [18, 1235, 394, 1293]
story-heading: মনিরামপুরে ইয়াবাসহ মাদককারবারী আটক: [953, 51, 1054, 140]
ad-serial-label: সিরিয়ালের জন্য ঃ: [1136, 816, 1205, 826]
column-2: [400, 44, 530, 2344]
paragraph: মানুষের ভোটাধিকারের প্রশ্নে, গণতন্ত্র প্রতিষ্ঠার জন্য, বাকস্বাধীনতার পক্ষে একটি অবাধ সুষ্ঠু নিরপেক্ষ নির্বাচনের বিকল্প কিছু থাকতে হবে।': [18, 912, 394, 934]
paragraph: আন্তরিকতার সঙ্গে কাজ করার আহ্বান জানিয়ে লেফটেন্যান্ট জেনারেল (অব) মোঃ জাহাঙ্গীর আলম চৌধুরী বলেন, সিভিল সার্ভিসের মান সমুন্নত রাখতে হবে। কর্মকর্তাদের কোনো ধরনের দুর্নীতির সঙ্গে যুক্ত হওয়া যাবে না। তাছাড়া কোনো রাজনৈতিক দলের লেজুড়বৃত্তি করা যাবে না।: [211, 241, 394, 310]
paragraph: বিদেশে বাংলাদেশ মিশনের পাসপোর্ট ও ভিসা উইংয়ের প্রথম সচিব ও দ্বিতীয় সচিব পদায়নের লক্ষ্যে নির্বাচিত কর্মকর্তাদের প্রশিক্ষণ প্রদান ও ওরিয়েন্টেশন অনুষ্ঠানে প্রধান অতিথি হিসেবে উপস্থিত ছিলেন তিনি।: [18, 316, 201, 362]
story-heading: ২২ মাস পর ব্রাজিল দলে নেইমার!: [689, 723, 782, 789]
story-heading: রোনালদোকে পেছনে ফেলেন মেসি: [814, 469, 925, 536]
paragraph: বিএনপির ভারপ্রাপ্ত চেয়ারম্যান বলেন, 'দেশে জবাবদিহিমূলক অবস্থা তৈরি করা একান্ত প্রয়োজন এবং সেটা সম্ভব জনগণের ভোটের অধিকার রক্ষার মাধ্যমে।': [18, 938, 394, 960]
